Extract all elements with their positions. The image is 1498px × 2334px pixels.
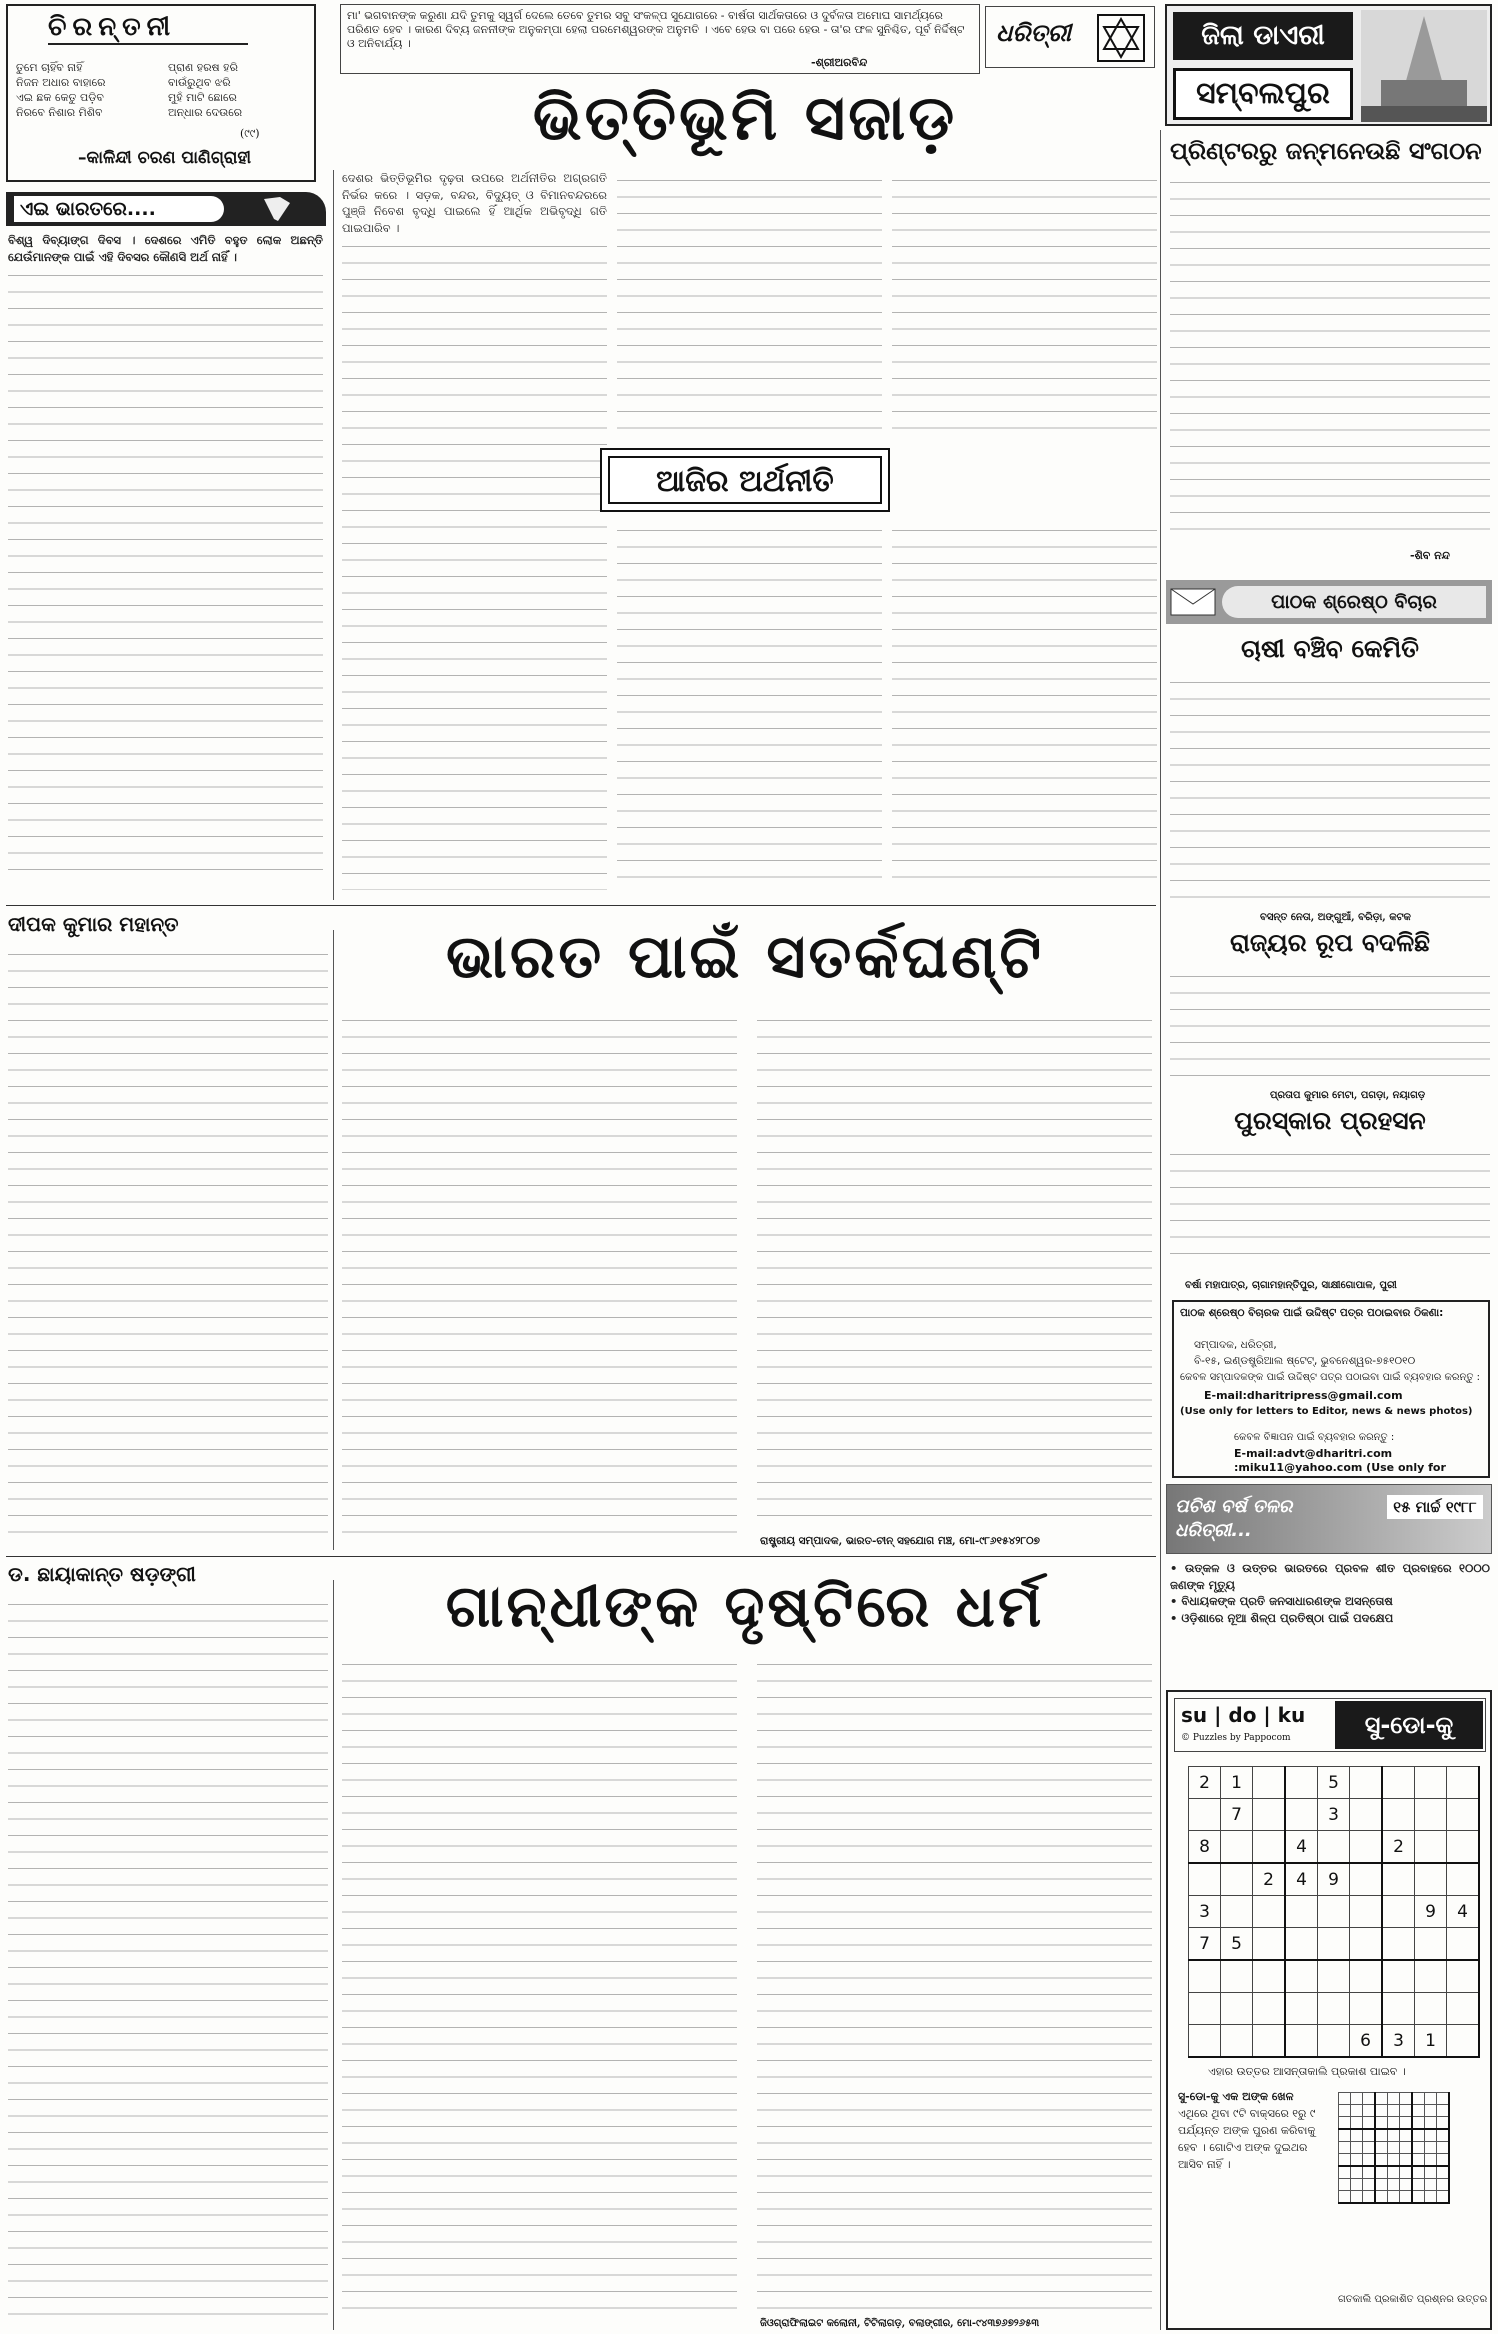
- column-rule: [333, 170, 334, 900]
- sudoku-answer-cell: [1400, 2117, 1413, 2130]
- sudoku-answer-cell: [1363, 2191, 1376, 2204]
- sudoku-answer-row: [1339, 2142, 1450, 2154]
- sudoku-answer-cell: [1425, 2129, 1437, 2142]
- district-author: -ଶିବ ନନ୍ଦ: [1410, 549, 1450, 562]
- sudoku-cell[interactable]: [1285, 1928, 1318, 1961]
- sudoku-answer-row: [1339, 2105, 1450, 2117]
- sudoku-cell[interactable]: [1415, 1767, 1447, 1799]
- quote-box: [340, 4, 980, 74]
- sudoku-answer-cell: [1363, 2142, 1376, 2154]
- letter1-body-lines: [1170, 672, 1490, 902]
- sudoku-answer-cell: [1388, 2154, 1400, 2167]
- sudoku-row: [1189, 1896, 1480, 1928]
- sudoku-answer-row: [1339, 2191, 1450, 2204]
- sudoku-cell[interactable]: [1189, 1960, 1221, 1993]
- ei-bharatare-lead: ବିଶ୍ୱ ଦିବ୍ୟାଙ୍ଗ ଦିବସ । ଦେଶରେ ଏମିତି ବହୁତ ଲୋକ ଅଛନ୍ତି ଯେଉଁମାନଙ୍କ ପାଇଁ ଏହି ଦିବସର କୌଣସି ଅର୍ଥ ନାହିଁ ।: [8, 233, 323, 264]
- sudoku-row: [1189, 1799, 1480, 1831]
- sudoku-answer-cell: [1375, 2093, 1388, 2105]
- sudoku-answer-cell: [1388, 2105, 1400, 2117]
- headline-satarka: ଭାରତ ପାଇଁ ସତର୍କଘଣ୍ଟି: [445, 922, 1045, 992]
- sudoku-cell[interactable]: [1318, 1928, 1350, 1961]
- sudoku-answer-cell: [1339, 2129, 1351, 2142]
- sudoku-cell[interactable]: [1285, 1960, 1318, 1993]
- sudoku-answer-cell: [1351, 2166, 1363, 2179]
- pachisa-label: ପଚିଶ ବର୍ଷ ତଳର ଧରିତ୍ରୀ...: [1175, 1496, 1293, 1541]
- sudoku-answer-cell: [1375, 2142, 1388, 2154]
- contact-note: (Use only for letters to Editor, news & news photos): [1180, 1406, 1473, 1417]
- sudoku-answer-cell: [1375, 2117, 1388, 2130]
- sudoku-cell[interactable]: [1350, 1960, 1383, 1993]
- sudoku-answer-cell: [1412, 2179, 1425, 2191]
- sudoku-cell[interactable]: [1447, 1960, 1480, 1993]
- satarka-col3: [757, 1010, 1152, 1534]
- sudoku-cell[interactable]: [1382, 1863, 1415, 1896]
- sudoku-answer-row: [1339, 2179, 1450, 2191]
- sudoku-answer-label: ଗତକାଲି ପ୍ରକାଶିତ ପ୍ରଶ୍ନର ଉତ୍ତର: [1338, 2294, 1488, 2305]
- letter2-author: ପ୍ରତାପ କୁମାର ମେଟା, ପଗଡ଼ା, ନୟାଗଡ଼: [1270, 1090, 1426, 1101]
- sudoku-answer-cell: [1351, 2105, 1363, 2117]
- sudoku-answer-cell: [1351, 2129, 1363, 2142]
- sudoku-answer-cell: [1363, 2166, 1376, 2179]
- sudoku-answer-cell: [1351, 2093, 1363, 2105]
- gandhi-col2: [342, 1654, 737, 2329]
- poem-title: ଚିରନ୍ତନୀ: [48, 12, 248, 45]
- sudoku-answer-cell: [1412, 2129, 1425, 2142]
- sudoku-cell[interactable]: 1: [1221, 1767, 1253, 1799]
- sudoku-answer-cell: [1412, 2117, 1425, 2130]
- poem-number: (୯୯): [240, 127, 260, 140]
- sudoku-answer-cell: [1437, 2154, 1450, 2167]
- letter1-headline: ଚାଷୀ ବଞ୍ଚିବ କେମିତି: [1241, 634, 1419, 663]
- sudoku-answer-cell: [1437, 2117, 1450, 2130]
- sudoku-answer-cell: [1425, 2179, 1437, 2191]
- sudoku-answer-cell: [1412, 2142, 1425, 2154]
- sudoku-cell[interactable]: [1318, 1896, 1350, 1928]
- ei-bharatare-body: [8, 265, 323, 885]
- sudoku-answer-cell: [1363, 2154, 1376, 2167]
- pachisa-item: • ଉତ୍କଳ ଓ ଉତ୍ତର ଭାରତରେ ପ୍ରବଳ ଶୀତ ପ୍ରବାହରେ ୧୦୦୦ ଜଣଙ୍କ ମୃତ୍ୟୁ: [1170, 1561, 1490, 1592]
- sudoku-cell[interactable]: [1221, 1896, 1253, 1928]
- sudoku-answer-cell: [1363, 2117, 1376, 2130]
- sudoku-answer-row: [1339, 2166, 1450, 2179]
- sudoku-cell[interactable]: [1447, 1863, 1480, 1896]
- sudoku-cell[interactable]: [1318, 1960, 1350, 1993]
- letter2-headline: ରାଜ୍ୟର ରୂପ ବଦଳିଛି: [1230, 928, 1430, 957]
- contact-box: [1172, 1300, 1490, 1478]
- sudoku-cell[interactable]: [1447, 1928, 1480, 1961]
- sudoku-answer-cell: [1339, 2093, 1351, 2105]
- sudoku-answer-cell: [1400, 2191, 1413, 2204]
- sudoku-cell[interactable]: 2: [1253, 1863, 1286, 1896]
- letter3-body-lines: [1170, 1144, 1490, 1269]
- sudoku-cell[interactable]: [1221, 1960, 1253, 1993]
- star-emblem-icon: [1096, 13, 1146, 63]
- sudoku-answer-cell: [1425, 2166, 1437, 2179]
- sudoku-answer-cell: [1363, 2129, 1376, 2142]
- sudoku-cell[interactable]: [1189, 2025, 1221, 2058]
- contact-email2[interactable]: E-mail:advt@dharitri.com: [1234, 1447, 1393, 1460]
- bhitibhumi-lead: ଦେଶର ଭିତ୍ତିଭୂମିର ଦୃଢ଼ତା ଉପରେ ଅର୍ଥନୀତିର ଅଗ୍ରଗତି ନିର୍ଭର କରେ । ସଡ଼କ, ବନ୍ଦର, ବିଦ୍ୟୁତ୍ ଓ ବିମାନବନ୍ଦରରେ ପୁଞ୍ଜି ନିବେଶ ବୃଦ୍ଧି ପାଇଲେ ହିଁ ଆର୍ଥିକ ଅଭିବୃଦ୍ଧି ଗତି ପାଇପାରିବ ।: [342, 171, 607, 235]
- sudoku-answer-cell: [1351, 2117, 1363, 2130]
- sudoku-sub: © Puzzles by Pappocom: [1181, 1733, 1291, 1743]
- sudoku-answer-cell: [1339, 2179, 1351, 2191]
- pathaka-label: ପାଠକ ଶ୍ରେଷ୍ଠ ବିଚାର: [1222, 586, 1486, 618]
- gandhi-col2-lines: [342, 1654, 737, 2324]
- sudoku-answer-cell: [1388, 2093, 1400, 2105]
- sudoku-cell[interactable]: [1253, 1960, 1286, 1993]
- bhitibhumi-col3-lines-b: [892, 520, 1157, 890]
- poet-name: –କାଳିନ୍ଦୀ ଚରଣ ପାଣିଗ୍ରାହୀ: [78, 148, 252, 168]
- sudoku-header: [1174, 1698, 1486, 1752]
- sudoku-rule-title: ସୁ-ଡୋ-କୁ ଏକ ଅଙ୍କ ଖେଳ: [1178, 2090, 1294, 2103]
- sudoku-grid[interactable]: [1188, 1766, 1480, 2058]
- sudoku-cell[interactable]: [1447, 1767, 1480, 1799]
- sudoku-answer-cell: [1412, 2105, 1425, 2117]
- satarka-byline: ଦୀପକ କୁମାର ମହାନ୍ତ: [8, 912, 179, 936]
- pathaka-banner: [1166, 580, 1492, 624]
- sudoku-answer-cell: [1339, 2142, 1351, 2154]
- sudoku-cell[interactable]: [1253, 1799, 1286, 1831]
- sudoku-note: ଏହାର ଉତ୍ତର ଆସନ୍ତାକାଲି ପ୍ରକାଶ ପାଇବ ।: [1208, 2065, 1406, 2078]
- sudoku-answer-grid: [1338, 2092, 1450, 2204]
- pachisa-date: ୧୫ ମାର୍ଚ୍ଚ ୧୯୮୮: [1387, 1495, 1483, 1519]
- sudoku-answer-cell: [1339, 2191, 1351, 2204]
- sudoku-answer-cell: [1375, 2129, 1388, 2142]
- sudoku-cell[interactable]: [1285, 2025, 1318, 2058]
- sudoku-answer-cell: [1412, 2093, 1425, 2105]
- sudoku-answer-cell: [1437, 2129, 1450, 2142]
- pachisa-item: • ଓଡ଼ିଶାରେ ନୂଆ ଶିଳ୍ପ ପ୍ରତିଷ୍ଠା ପାଇଁ ପଦକ୍ଷେପ: [1170, 1610, 1394, 1625]
- sudoku-answer-cell: [1400, 2105, 1413, 2117]
- sudoku-answer-cell: [1375, 2166, 1388, 2179]
- gandhi-col1-lines: [8, 1594, 328, 2324]
- district-label: ଜିଲା ଡାଏରୀ: [1173, 12, 1353, 60]
- sudoku-answer-cell: [1375, 2105, 1388, 2117]
- ei-bharatare-text: [8, 232, 323, 892]
- sudoku-answer-cell: [1388, 2117, 1400, 2130]
- letter3-author: ବର୍ଷା ମହାପାତ୍ର, ଚାଗାମହାନ୍ତିପୁର, ସାକ୍ଷୀଗୋପାଳ, ପୁରୀ: [1185, 1280, 1397, 1291]
- district-header: [1165, 4, 1492, 126]
- sudoku-cell[interactable]: 9: [1318, 1863, 1350, 1896]
- sudoku-answer-row: [1339, 2093, 1450, 2105]
- contact-email1[interactable]: E-mail:dharitripress@gmail.com: [1204, 1389, 1403, 1402]
- sudoku-cell[interactable]: [1318, 2025, 1350, 2058]
- gandhi-col3-lines: [757, 1654, 1152, 2309]
- bhitibhumi-col3: [892, 170, 1157, 890]
- logo-text: ଧରିତ୍ରୀ: [996, 19, 1071, 47]
- sudoku-cell[interactable]: 4: [1447, 1896, 1480, 1928]
- sudoku-cell[interactable]: 7: [1221, 1799, 1253, 1831]
- sudoku-answer-cell: [1339, 2105, 1351, 2117]
- headline-bhitibhumi: ଭିତ୍ତିଭୂମି ସଜାଡ଼: [532, 81, 958, 154]
- bhitibhumi-col2-lines-b: [617, 520, 882, 890]
- letter1-body: [1170, 672, 1490, 908]
- sudoku-cell[interactable]: [1221, 1831, 1253, 1864]
- sudoku-cell[interactable]: 4: [1285, 1831, 1318, 1864]
- bhitibhumi-col1-lines: [342, 236, 607, 890]
- satarka-footer: ରାଷ୍ଟ୍ରୀୟ ସମ୍ପାଦକ, ଭାରତ-ଚୀନ୍ ସହଯୋଗ ମଞ୍ଚ, ମୋ-୯୮୬୧୫୪୨୮୦୭: [760, 1535, 1040, 1547]
- sudoku-cell[interactable]: 2: [1189, 1767, 1221, 1799]
- district-body: [1170, 172, 1490, 562]
- sudoku-answer-cell: [1351, 2154, 1363, 2167]
- sudoku-cell[interactable]: [1253, 1831, 1286, 1864]
- sudoku-cell[interactable]: [1382, 1928, 1415, 1961]
- pachisa-items: [1170, 1560, 1490, 1680]
- sudoku-answer-cell: [1339, 2154, 1351, 2167]
- sudoku-answer-cell: [1437, 2093, 1450, 2105]
- sudoku-cell[interactable]: [1285, 1993, 1318, 2025]
- sudoku-row: [1189, 1831, 1480, 1864]
- sudoku-cell[interactable]: [1447, 1993, 1480, 2025]
- sudoku-cell[interactable]: [1318, 1993, 1350, 2025]
- pachisa-banner: [1166, 1484, 1492, 1554]
- sudoku-cell[interactable]: [1221, 1993, 1253, 2025]
- sudoku-answer-cell: [1388, 2191, 1400, 2204]
- sudoku-answer-cell: [1375, 2179, 1388, 2191]
- poem-lines-right: ପ୍ରାଣ ହରଷ ହରି ବାଉଁରୁଥିବ ଝରି ମୁହଁ ମାଟି ଛୋରେ ଅନ୍ଧାର ଦେଉରେ: [168, 61, 243, 119]
- sudoku-answer-row: [1339, 2129, 1450, 2142]
- sudoku-cell[interactable]: [1253, 1896, 1286, 1928]
- sudoku-answer-cell: [1363, 2093, 1376, 2105]
- sudoku-cell[interactable]: [1253, 1767, 1286, 1799]
- sudoku-answer-cell: [1425, 2191, 1437, 2204]
- sudoku-answer-cell: [1437, 2179, 1450, 2191]
- aajira-arthaniti-box: [600, 448, 890, 512]
- sudoku-answer-cell: [1437, 2105, 1450, 2117]
- gandhi-col3: [757, 1654, 1152, 2314]
- sudoku-cell[interactable]: 3: [1318, 1799, 1350, 1831]
- letter2-body: [1170, 966, 1490, 1086]
- sudoku-cell[interactable]: [1350, 1896, 1383, 1928]
- sudoku-answer-cell: [1388, 2129, 1400, 2142]
- sudoku-answer-cell: [1388, 2179, 1400, 2191]
- sudoku-answer-cell: [1425, 2105, 1437, 2117]
- temple-image-icon: [1361, 10, 1487, 122]
- sudoku-answer-cell: [1425, 2142, 1437, 2154]
- sudoku-cell[interactable]: 5: [1318, 1767, 1350, 1799]
- sudoku-cell[interactable]: [1350, 1767, 1383, 1799]
- sudoku-answer-cell: [1425, 2154, 1437, 2167]
- column-rule: [333, 930, 334, 1550]
- bhitibhumi-col2-lines-a: [617, 170, 882, 440]
- sudoku-answer-cell: [1412, 2191, 1425, 2204]
- aajira-arthaniti-label: ଆଜିର ଅର୍ଥନୀତି: [608, 456, 882, 504]
- sudoku-cell[interactable]: [1382, 1799, 1415, 1831]
- gandhi-footer: ଜିଓଗ୍ରାଫିଲାଇଟ କଲୋନୀ, ଟିଟିଲାଗଡ଼, ବଲାଙ୍ଗୀର, ମୋ-୯୪୩୭୬୭୨୬୫୩: [760, 2318, 1040, 2329]
- letter1-author: ବସନ୍ତ ନେତା, ଅଙ୍ଗୁଆଁ, ବରିଡ଼ା, କଟକ: [1260, 912, 1411, 923]
- section-divider: [6, 1556, 1156, 1557]
- sudoku-cell[interactable]: 3: [1189, 1896, 1221, 1928]
- spacer: [892, 440, 1157, 520]
- sudoku-cell[interactable]: [1415, 1928, 1447, 1961]
- sudoku-answer-cell: [1400, 2166, 1413, 2179]
- contact-line3: କେବଳ ସମ୍ପାଦକଙ୍କ ପାଇଁ ଉଦ୍ଦିଷ୍ଟ ପତ୍ର ପଠାଇବା ପାଇଁ ବ୍ୟବହାର କରନ୍ତୁ :: [1180, 1372, 1481, 1383]
- sudoku-answer-cell: [1375, 2154, 1388, 2167]
- sudoku-answer-cell: [1339, 2166, 1351, 2179]
- sudoku-rule-text: ଏଥିରେ ଥିବା ୯ଟି ବାକ୍ସରେ ୧ରୁ ୯ ପର୍ଯ୍ୟନ୍ତ ଅଙ୍କ ପୁରଣ କରିବାକୁ ହେବ । ଗୋଟିଏ ଅଙ୍କ ଦୁଇଥର ଆସିବ ନାହିଁ ।: [1178, 2107, 1316, 2171]
- sudoku-answer-cell: [1437, 2191, 1450, 2204]
- sudoku-cell[interactable]: [1350, 1928, 1383, 1961]
- sudoku-answer-cell: [1339, 2117, 1351, 2130]
- sudoku-cell[interactable]: [1285, 1896, 1318, 1928]
- sudoku-cell[interactable]: [1447, 1831, 1480, 1864]
- sudoku-cell[interactable]: [1415, 1993, 1447, 2025]
- sudoku-answer-cell: [1351, 2142, 1363, 2154]
- contact-line2: ବି-୧୫, ଇଣ୍ଡଷ୍ଟ୍ରିଆଲ ଷ୍ଟେଟ୍, ଭୁବନେଶ୍ୱର-୭୫୧୦୧୦: [1194, 1355, 1416, 1367]
- sudoku-answer-cell: [1400, 2179, 1413, 2191]
- sudoku-answer-row: [1339, 2154, 1450, 2167]
- sudoku-answer-cell: [1412, 2166, 1425, 2179]
- poem-box: [6, 4, 316, 182]
- sudoku-row: [1189, 1993, 1480, 2025]
- sudoku-cell[interactable]: 3: [1382, 2025, 1415, 2058]
- bhitibhumi-col3-lines-a: [892, 170, 1157, 440]
- letter2-body-lines: [1170, 966, 1490, 1081]
- sudoku-answer-row: [1339, 2117, 1450, 2130]
- sudoku-cell[interactable]: [1447, 1799, 1480, 1831]
- contact-email3[interactable]: :miku11@yahoo.com (Use only for: [1234, 1461, 1446, 1474]
- sudoku-cell[interactable]: 2: [1382, 1831, 1415, 1864]
- satarka-col3-lines: [757, 1010, 1152, 1525]
- sudoku-cell[interactable]: [1415, 1799, 1447, 1831]
- district-name: ସମ୍ବଲପୁର: [1173, 68, 1353, 120]
- sudoku-answer-cell: [1363, 2179, 1376, 2191]
- sudoku-cell[interactable]: [1382, 1767, 1415, 1799]
- contact-ad-label: କେବଳ ବିଜ୍ଞାପନ ପାଇଁ ବ୍ୟବହାର କରନ୍ତୁ :: [1234, 1432, 1395, 1443]
- gandhi-byline: ଡ. ଛାୟାକାନ୍ତ ଷଡ଼ଙ୍ଗୀ: [8, 1562, 196, 1586]
- pachisa-item: • ବିଧାୟକଙ୍କ ପ୍ରତି ଜନସାଧାରଣଙ୍କ ଅସନ୍ତୋଷ: [1170, 1594, 1393, 1608]
- sudoku-cell[interactable]: 7: [1189, 1928, 1221, 1961]
- dharitri-logo: [985, 6, 1155, 68]
- satarka-col1: [8, 944, 328, 1549]
- column-rule: [1160, 130, 1161, 2330]
- sudoku-cell[interactable]: [1318, 1831, 1350, 1864]
- sudoku-row: [1189, 1767, 1480, 1799]
- satarka-col1-lines: [8, 944, 328, 1544]
- bhitibhumi-col1: [342, 170, 607, 890]
- sudoku-cell[interactable]: [1189, 1863, 1221, 1896]
- quote-text: ମା' ଭଗବାନଙ୍କ କରୁଣା ଯଦି ତୁମକୁ ସ୍ୱର୍ଗ ଦେଲେ ତେବେ ତୁମର ସବୁ ସଂକଳ୍ପ ସୁଯୋଗରେ - ବାର୍ଷତା ସାର୍ଥକତାରେ ଓ ଦୁର୍ବଳତା ଅମୋଘ ସାମର୍ଥ୍ୟରେ ପରିଣତ ହେବ । କାରଣ ଦିବ୍ୟ ଜନନୀଙ୍କ ଅନୁକମ୍ପା ହେଲା ପରମେଶ୍ୱରଙ୍କ ଅନୁମତି । ଏବେ ହେଉ ବା ପରେ ହେଉ - ତା'ର ଫଳ ସୁନିଶ୍ଚିତ, ପୂର୍ବ ନିର୍ଦ୍ଦିଷ୍ଟ ଓ ଅନିବାର୍ଯ୍ୟ ।: [347, 9, 965, 50]
- letter3-headline: ପୁରସ୍କାର ପ୍ରହସନ: [1234, 1106, 1426, 1135]
- district-headline: ପ୍ରିଣ୍ଟରରୁ ଜନ୍ମନେଉଛି ସଂଗଠନ: [1170, 137, 1482, 165]
- sudoku-row: [1189, 2025, 1480, 2058]
- sudoku-odia-label: ସୁ-ଡୋ-କୁ: [1335, 1701, 1483, 1749]
- sudoku-cell[interactable]: [1447, 2025, 1480, 2058]
- ei-bharatare-label: ଏଇ ଭାରତରେ....: [14, 196, 224, 222]
- sudoku-cell[interactable]: [1285, 1767, 1318, 1799]
- sudoku-cell[interactable]: [1253, 1993, 1286, 2025]
- sudoku-answer-cell: [1388, 2142, 1400, 2154]
- sudoku-cell[interactable]: [1221, 1863, 1253, 1896]
- sudoku-cell[interactable]: [1221, 2025, 1253, 2058]
- sudoku-cell[interactable]: [1350, 1831, 1383, 1864]
- sudoku-cell[interactable]: [1382, 1960, 1415, 1993]
- sudoku-cell[interactable]: 6: [1350, 2025, 1383, 2058]
- sudoku-cell[interactable]: [1350, 1863, 1383, 1896]
- sudoku-answer-cell: [1425, 2117, 1437, 2130]
- sudoku-answer-cell: [1437, 2166, 1450, 2179]
- sudoku-cell[interactable]: [1382, 1896, 1415, 1928]
- gandhi-col1: [8, 1594, 328, 2329]
- sudoku-cell[interactable]: [1350, 1799, 1383, 1831]
- sudoku-cell[interactable]: 5: [1221, 1928, 1253, 1961]
- sudoku-cell[interactable]: [1415, 1831, 1447, 1864]
- envelope-icon: [1170, 588, 1216, 616]
- sudoku-answer-cell: [1388, 2166, 1400, 2179]
- sudoku-cell[interactable]: 8: [1189, 1831, 1221, 1864]
- sudoku-answer-cell: [1351, 2179, 1363, 2191]
- sudoku-cell[interactable]: [1415, 1863, 1447, 1896]
- contact-title: ପାଠକ ଶ୍ରେଷ୍ଠ ବିଚାରକ ପାଇଁ ଉଦ୍ଦିଷ୍ଟ ପତ୍ର ପଠାଇବାର ଠିକଣା:: [1180, 1307, 1444, 1319]
- sudoku-answer-cell: [1400, 2129, 1413, 2142]
- sudoku-answer-cell: [1412, 2154, 1425, 2167]
- poem-lines-left: ତୁମେ ଚାହିଁବ ନାହିଁ ନିଜନ ଅଧାର ବାହାରେ ଏଇ ଛକ କେତୁ ପଡ଼ିବ ନିରବେ ନିଶାର ମିଶିବ: [16, 61, 106, 119]
- sudoku-cell[interactable]: 1: [1415, 2025, 1447, 2058]
- satarka-col2-lines: [342, 1010, 737, 1545]
- sudoku-answer-cell: [1400, 2093, 1413, 2105]
- sudoku-answer-cell: [1437, 2142, 1450, 2154]
- sudoku-cell[interactable]: [1350, 1993, 1383, 2025]
- sudoku-row: [1189, 1863, 1480, 1896]
- sudoku-answer-cell: [1425, 2093, 1437, 2105]
- bhitibhumi-col2: [617, 170, 882, 890]
- headline-gandhi: ଗାନ୍ଧୀଙ୍କ ଦୃଷ୍ଟିରେ ଧର୍ମ: [445, 1572, 1045, 1640]
- section-divider: [6, 905, 1156, 906]
- letter3-body: [1170, 1144, 1490, 1274]
- column-rule: [333, 1580, 334, 2330]
- sudoku-cell[interactable]: [1415, 1960, 1447, 1993]
- sudoku-answer-cell: [1400, 2142, 1413, 2154]
- sudoku-box: [1166, 1690, 1492, 2330]
- sudoku-cell[interactable]: [1253, 2025, 1286, 2058]
- satarka-col2: [342, 1010, 737, 1550]
- sudoku-answer-cell: [1363, 2105, 1376, 2117]
- india-map-icon: [256, 195, 296, 223]
- sudoku-answer-cell: [1351, 2191, 1363, 2204]
- sudoku-cell[interactable]: [1285, 1799, 1318, 1831]
- sudoku-cell[interactable]: [1189, 1993, 1221, 2025]
- sudoku-cell[interactable]: [1189, 1799, 1221, 1831]
- sudoku-row: [1189, 1960, 1480, 1993]
- sudoku-row: [1189, 1928, 1480, 1961]
- sudoku-answer-cell: [1375, 2191, 1388, 2204]
- sudoku-cell[interactable]: 9: [1415, 1896, 1447, 1928]
- ei-bharatare-banner: [6, 192, 326, 226]
- contact-line1: ସମ୍ପାଦକ, ଧରିତ୍ରୀ,: [1194, 1339, 1277, 1351]
- sudoku-answer-cell: [1400, 2154, 1413, 2167]
- sudoku-brand: su | do | ku: [1181, 1703, 1306, 1727]
- district-body-lines: [1170, 172, 1490, 542]
- sudoku-cell[interactable]: [1382, 1993, 1415, 2025]
- sudoku-cell[interactable]: [1253, 1928, 1286, 1961]
- quote-author: -ଶ୍ରୀଅରବିନ୍ଦ: [811, 56, 868, 69]
- sudoku-rules: [1178, 2088, 1328, 2318]
- sudoku-cell[interactable]: 4: [1285, 1863, 1318, 1896]
